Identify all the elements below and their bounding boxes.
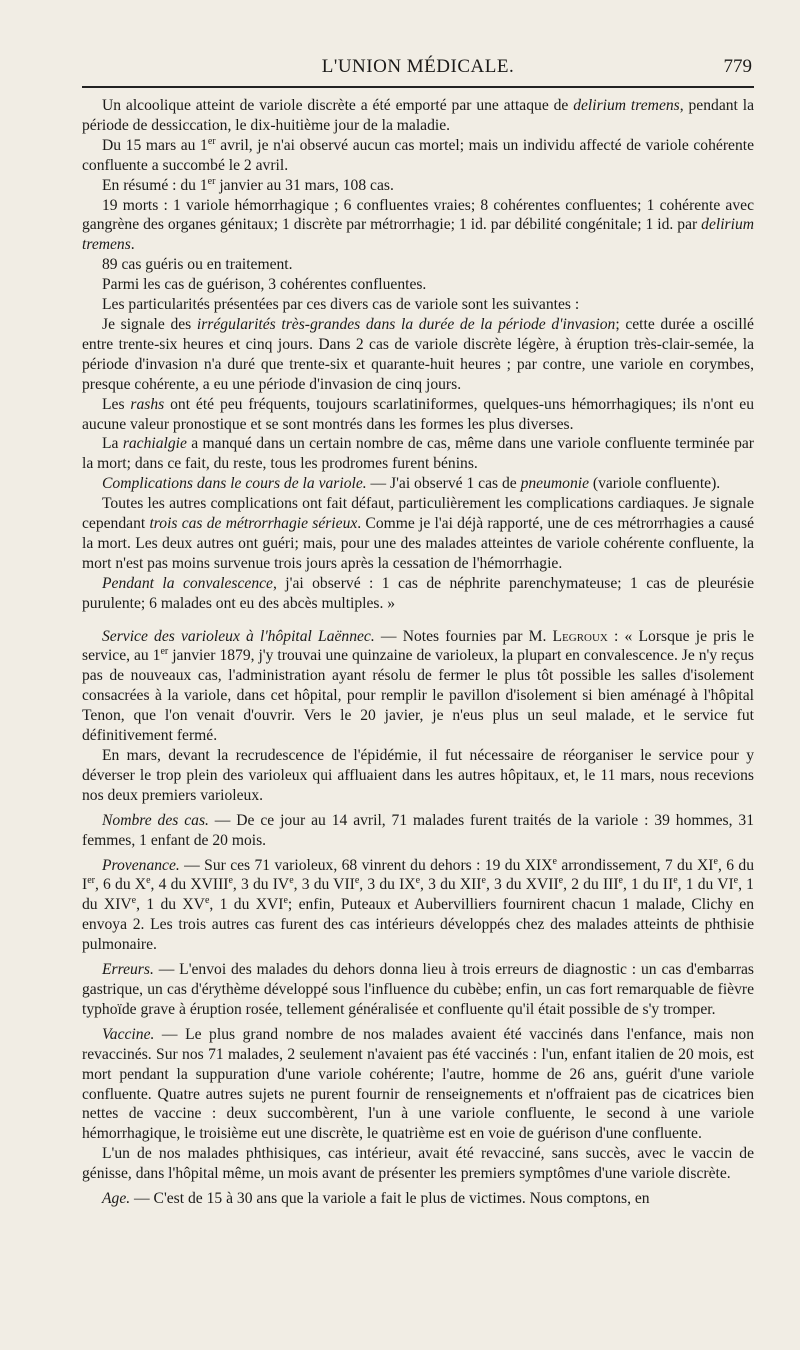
superscript: e <box>289 875 294 887</box>
text-run: arrondissement, 7 du XI <box>556 856 714 874</box>
italic-text: delirium tremens <box>82 216 754 254</box>
text-run: . <box>130 236 135 254</box>
text-run: , pendant la période de dessiccation, le dix-huitième jour de la maladie. <box>82 97 754 134</box>
superscript: e <box>558 875 564 887</box>
text-run: , 3 du IV <box>232 876 290 894</box>
text-run: , 3 du VII <box>293 876 355 894</box>
italic-text: Vaccine. <box>102 1025 155 1043</box>
italic-text: Pendant la convalescence <box>102 574 273 592</box>
paragraph <box>82 1025 754 1144</box>
text-run: En mars, devant la recrudescence de l'épidémie, il fut nécessaire de réorganiser le service pour y déverser le trop plein des varioleux qui affluaient dans les autres hôpitaux, et, le 11 mars, nous recevions nos deux premiers varioleux. <box>82 747 754 804</box>
text-run: Je signale des <box>102 315 197 333</box>
text-run: , 1 du XVI <box>209 896 284 914</box>
small-caps-text: Legroux <box>552 627 608 645</box>
text-run: , 6 du X <box>94 876 147 894</box>
italic-text: trois cas de métrorrhagie sérieux <box>149 515 358 533</box>
text-run: — L'envoi des malades du dehors donna lieu à trois erreurs de diagnostic : un cas d'embarras gastrique, un cas d'érythème développé sous l'influence du cubèbe; enfin, un cas fort remarquable de fièvre typhoïde grave à éruption rosée, tellement généralisée et confluente qu'il était possible de s'y tromper. <box>82 961 754 1018</box>
paragraph <box>82 1144 754 1184</box>
superscript: er <box>160 646 169 658</box>
italic-text: pneumonie <box>520 475 589 493</box>
superscript: e <box>415 875 421 887</box>
superscript: e <box>228 875 233 887</box>
text-run: La <box>102 435 123 453</box>
text-run: , 1 du VI <box>677 876 734 894</box>
text-run: Les particularités présentées par ces divers cas de variole sont les suivantes : <box>102 296 580 314</box>
superscript: e <box>146 875 151 887</box>
text-run: avril, je n'ai observé aucun cas mortel; mais un individu affecté de variole cohérente confluente a succombé le 2 avril. <box>82 136 754 174</box>
text-run: Toutes les autres complications ont fait défaut, particulièrement les complications cardiaques. Je signale cependant <box>82 495 754 533</box>
text-run: ont été peu fréquents, toujours scarlatiniformes, quelques-uns hémorrhagiques; ils n'ont eu aucune valeur pronostique et se sont montrés dans les formes les plus diverses. <box>82 395 754 433</box>
text-run: Parmi les cas de guérison, 3 cohérentes confluentes. <box>102 276 427 294</box>
text-run: Du 15 mars au 1 <box>102 136 208 154</box>
text-run: : « Lorsque je pris le service, au 1 <box>82 627 754 665</box>
italic-text: rachialgie <box>122 435 187 453</box>
superscript: e <box>713 855 718 867</box>
page-header <box>84 52 752 82</box>
superscript: e <box>733 875 739 887</box>
text-run: , 1 du XIV <box>82 876 754 914</box>
superscript: er <box>87 875 95 887</box>
text-run: , j'ai observé : 1 cas de néphrite parenchymateuse; 1 cas de pleurésie purulente; 6 malades ont eu des abcès multiples. » <box>82 574 754 612</box>
paragraph <box>82 275 754 295</box>
paragraph <box>82 196 754 256</box>
paragraph <box>82 315 754 395</box>
superscript: er <box>207 175 216 187</box>
text-run: 89 cas guéris ou en traitement. <box>102 256 293 274</box>
superscript: er <box>207 135 216 147</box>
paragraph <box>82 627 754 746</box>
paragraph <box>82 811 754 851</box>
italic-text: Age. <box>102 1190 131 1208</box>
text-run: 19 morts : 1 variole hémorrhagique ; 6 confluentes vraies; 8 cohérentes confluentes; 1 cohérente avec gangrène des organes génitaux; 1 discrète par métrorrhagie; 1 id. par débilité congénitale; 1 id. par <box>82 196 754 234</box>
paragraph <box>82 434 754 474</box>
superscript: e <box>552 855 557 867</box>
superscript: e <box>354 875 360 887</box>
superscript: e <box>131 895 137 907</box>
text-run: L'un de nos malades phthisiques, cas intérieur, avait été revacciné, sans succès, avec le vaccin de génisse, dans l'hôpital même, un mois avant de présenter les premiers symptômes d'une variole discrète. <box>82 1145 754 1183</box>
header-rule <box>82 86 754 88</box>
italic-text: rashs <box>130 395 165 413</box>
paragraph <box>82 494 754 574</box>
text-run: , 2 du III <box>563 876 619 894</box>
body-text <box>82 96 754 1320</box>
text-run: . Comme je l'ai déjà rapporté, une de ces métrorrhagies a causé la mort. Les deux autres ont guéri; mais, pour une des malades atteintes de variole cohérente confluente, la mort n'est pas moins survenue trois jours après la cessation de l'hémorrhagie. <box>82 515 754 572</box>
superscript: e <box>618 875 623 887</box>
paragraph <box>82 395 754 435</box>
italic-text: Nombre des cas. <box>102 811 209 829</box>
paragraph <box>82 574 754 614</box>
text-run: — Le plus grand nombre de nos malades avaient été vaccinés dans l'enfance, mais non revaccinés. Sur nos 71 malades, 2 seulement n'avaient pas été vaccinés : l'un, enfant italien de 20 mois, est mort pendant la suppuration d'une variole cohérente; l'autre, homme de 26 ans, guérit d'une variole confluente. Quatre autres sujets ne purent fournir de renseignements et n'offraient pas de cicatrices bien nettes de vaccine : deux succombèrent, l'un à une variole confluente, le second à une variole hémorrhagique, le troisième eut une discrète, le quatrième est en voie de guérison d'une confluente. <box>82 1025 754 1143</box>
paragraph <box>82 176 754 196</box>
paragraph <box>82 96 754 136</box>
text-run: Les <box>102 395 131 413</box>
superscript: e <box>204 895 210 907</box>
paragraph <box>82 1189 754 1209</box>
text-run: En résumé : du 1 <box>102 176 208 194</box>
paragraph <box>82 474 754 494</box>
paragraph <box>82 136 754 176</box>
paragraph <box>82 295 754 315</box>
text-run: janvier au 31 mars, 108 cas. <box>215 176 394 194</box>
text-run: , 3 du IX <box>359 876 416 894</box>
superscript: e <box>283 895 288 907</box>
text-run: Un alcoolique atteint de variole discrète a été emporté par une attaque de <box>102 97 574 114</box>
italic-text: Erreurs. <box>102 961 154 979</box>
paragraph <box>82 960 754 1020</box>
paragraph <box>82 856 754 956</box>
running-title: L'UNION MÉDICALE. <box>321 56 515 77</box>
text-run: — De ce jour au 14 avril, 71 malades furent traités de la variole : 39 hommes, 31 femmes, 1 enfant de 20 mois. <box>82 811 754 849</box>
paragraph <box>82 746 754 806</box>
text-run: (variole confluente). <box>589 475 721 493</box>
text-run: — Notes fournies par M. <box>374 627 553 645</box>
italic-text: Provenance. <box>102 856 180 874</box>
text-run: a manqué dans un certain nombre de cas, même dans une variole confluente terminée par la mort; dans ce fait, du reste, tous les prodromes furent bénins. <box>82 435 754 473</box>
superscript: e <box>673 875 678 887</box>
text-run: janvier 1879, j'y trouvai une quinzaine de varioleux, la plupart en convalescence. Je n'y reçus pas de nouveaux cas, l'administration ayant résolu de fermer le plus tôt possible les salles d'isolement consacrées à la variole, dans cet hôpital, pour remplir le pavillon d'isolement si bien aménagé à l'hôpital Tenon, que l'on venait d'ouvrir. Vers le 20 javier, je n'eus plus un seul malade, et le service fut définitivement fermé. <box>82 647 754 745</box>
paragraph <box>82 255 754 275</box>
text-run: ; enfin, Puteaux et Aubervilliers fournirent chacun 1 malade, Clichy en envoya 2. Les trois autres cas furent des cas intérieurs développés chez des malades atteints de phthisie pulmonaire. <box>82 896 754 954</box>
page-number: 779 <box>723 56 752 77</box>
italic-text: Complications dans le cours de la variole. <box>102 475 367 493</box>
italic-text: delirium tremens <box>573 97 680 114</box>
text-run: , 4 du XVIII <box>150 876 229 894</box>
text-run: ; cette durée a oscillé entre trente-six heures et cinq jours. Dans 2 cas de variole discrète légère, à éruption très-clair-semée, la période d'invasion n'a duré que trente-six et quarante-huit heures ; par contre, une variole en corymbes, presque cohérente, a eu une période d'invasion de cinq jours. <box>82 315 754 393</box>
text-run: , 1 du XV <box>136 896 205 914</box>
text-run: — Sur ces 71 varioleux, 68 vinrent du dehors : 19 du XIX <box>179 856 553 874</box>
text-run: , 3 du XII <box>420 876 482 894</box>
italic-text: Service des varioleux à l'hôpital Laënnec. <box>102 627 375 645</box>
italic-text: irrégularités très-grandes dans la durée de la période d'invasion <box>196 315 616 333</box>
superscript: e <box>481 875 486 887</box>
text-run: , 1 du II <box>622 876 674 894</box>
text-run: , 6 du I <box>82 856 754 894</box>
text-run: , 3 du XVII <box>485 876 559 894</box>
text-run: — C'est de 15 à 30 ans que la variole a fait le plus de victimes. Nous comptons, en <box>130 1190 650 1208</box>
text-run: — J'ai observé 1 cas de <box>366 475 521 493</box>
